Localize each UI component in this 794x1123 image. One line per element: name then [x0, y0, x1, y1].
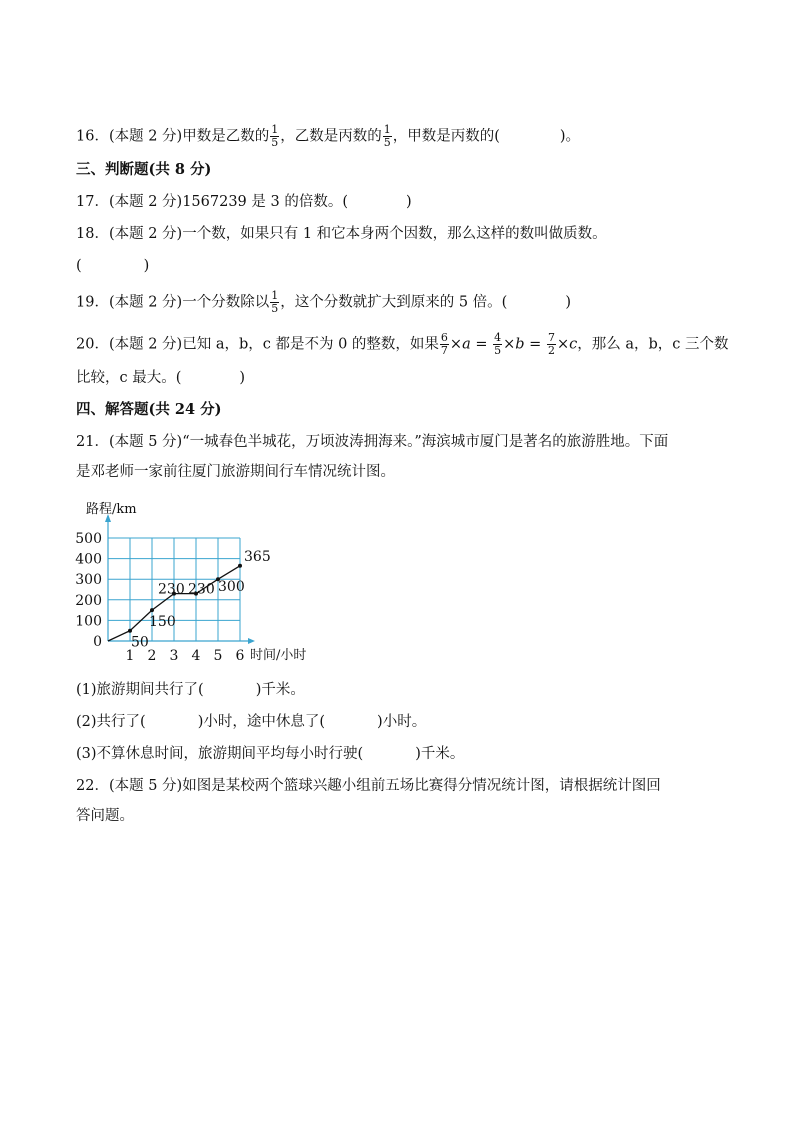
q19-suffix: ，这个分数就扩大到原来的 5 倍。(	[280, 294, 508, 311]
q19-end: )	[565, 294, 571, 311]
chart-x-axis-label: 时间/小时	[250, 648, 307, 663]
y-tick-label: 100	[75, 613, 102, 630]
q17-text: 17．(本题 2 分)1567239 是 3 的倍数。(	[76, 194, 348, 210]
q16-prefix: 16．(本题 2 分)甲数是乙数的	[76, 128, 270, 145]
x-tick-label: 5	[213, 648, 223, 664]
chart-points	[128, 564, 242, 633]
q19-fraction: $\frac{1}{5}$	[271, 289, 279, 315]
x-tick-label: 3	[169, 648, 179, 664]
q21-sub1-end: )千米。	[255, 682, 305, 698]
data-label: 150	[149, 614, 176, 631]
q16-end: )。	[559, 128, 581, 145]
y-tick-label: 0	[93, 634, 102, 650]
q18-paren-open: (	[76, 258, 82, 274]
section-4-heading: 四、解答题(共 24 分)	[76, 401, 222, 418]
question-20-line2	[76, 368, 245, 388]
question-21-line2: 是邓老师一家前往厦门旅游期间行车情况统计图。	[76, 464, 395, 480]
data-point	[150, 608, 154, 612]
q16-fraction-2: $\frac{1}{5}$	[383, 123, 391, 149]
question-21-sub2	[76, 712, 426, 732]
q20-times-2: ×	[503, 336, 516, 353]
q20-fraction-2: $\frac{4}{5}$	[494, 331, 502, 357]
question-20	[76, 332, 728, 357]
section-3-heading: 三、判断题(共 8 分)	[76, 161, 212, 178]
y-tick-label: 500	[75, 531, 102, 547]
data-label: 50	[131, 634, 149, 651]
q16-mid: ，乙数是丙数的	[280, 128, 382, 145]
question-22-line1: 22．(本题 5 分)如图是某校两个篮球兴趣小组前五场比赛得分情况统计图，请根据统计图回	[76, 778, 661, 794]
q21-sub3-text: (3)不算休息时间，旅游期间平均每小时行驶(	[76, 746, 364, 762]
x-tick-label: 1	[125, 648, 135, 664]
q20-end: )	[239, 370, 246, 386]
q18-paren-close: )	[143, 258, 150, 274]
data-point	[128, 629, 132, 633]
q20-var-a: a	[462, 336, 471, 353]
q19-prefix: 19．(本题 2 分)一个分数除以	[76, 294, 270, 311]
q20-fraction-3: $\frac{7}{2}$	[547, 331, 555, 357]
y-tick-label: 400	[75, 551, 102, 568]
question-18-answer	[76, 256, 149, 276]
q17-end: )	[406, 194, 412, 210]
q20-equals-2: =	[524, 336, 546, 353]
x-axis-arrow	[248, 638, 255, 644]
data-label: 230	[158, 581, 185, 598]
question-16	[76, 124, 580, 149]
question-18	[76, 224, 607, 244]
q20-suffix: ，那么 a，b，c 三个数	[577, 336, 729, 353]
q21-sub3-end: )千米。	[415, 746, 465, 762]
data-label: 230	[188, 581, 215, 598]
question-21-sub1	[76, 680, 305, 700]
q20-var-b: b	[515, 336, 525, 353]
q20-fraction-1: $\frac{6}{7}$	[440, 331, 448, 357]
q16-fraction-1: $\frac{1}{5}$	[271, 123, 279, 149]
y-tick-label: 200	[75, 592, 102, 609]
chart-y-ticks	[75, 531, 102, 650]
question-22-line2: 答问题。	[76, 808, 134, 824]
x-tick-label: 6	[235, 648, 245, 664]
y-tick-label: 300	[75, 572, 102, 589]
q20-times-1: ×	[449, 336, 463, 353]
chart-y-axis-label: 路程/km	[86, 502, 137, 517]
q20-var-c: c	[569, 336, 578, 353]
x-tick-label: 4	[191, 648, 201, 664]
q20-line2: 比较，c 最大。(	[76, 370, 182, 386]
q21-sub2-c: )小时。	[377, 714, 427, 730]
data-label: 365	[244, 548, 271, 565]
question-19	[76, 290, 571, 315]
distance-time-line-chart	[72, 498, 332, 670]
data-label: 300	[218, 579, 245, 596]
question-21-sub3	[76, 744, 464, 764]
q20-equals-1: =	[470, 336, 493, 353]
q20-prefix: 20．(本题 2 分)已知 a，b，c 都是不为 0 的整数，如果	[76, 336, 439, 353]
q20-times-3: ×	[556, 336, 570, 353]
q16-suffix: ，甲数是丙数的(	[392, 128, 500, 145]
q21-sub2-a: (2)共行了(	[76, 714, 146, 730]
q21-sub2-b: )小时，途中休息了(	[197, 714, 326, 730]
data-point	[238, 564, 242, 568]
question-21-line1: 21．(本题 5 分)“一城春色半城花，万顷波涛拥海来。”海滨城市厦门是著名的旅游胜地。下面	[76, 434, 669, 450]
question-17	[76, 192, 412, 212]
q21-sub1-text: (1)旅游期间共行了(	[76, 682, 204, 698]
q18-text: 18．(本题 2 分)一个数，如果只有 1 和它本身两个因数，那么这样的数叫做质数。	[76, 226, 607, 242]
x-tick-label: 2	[147, 648, 157, 664]
